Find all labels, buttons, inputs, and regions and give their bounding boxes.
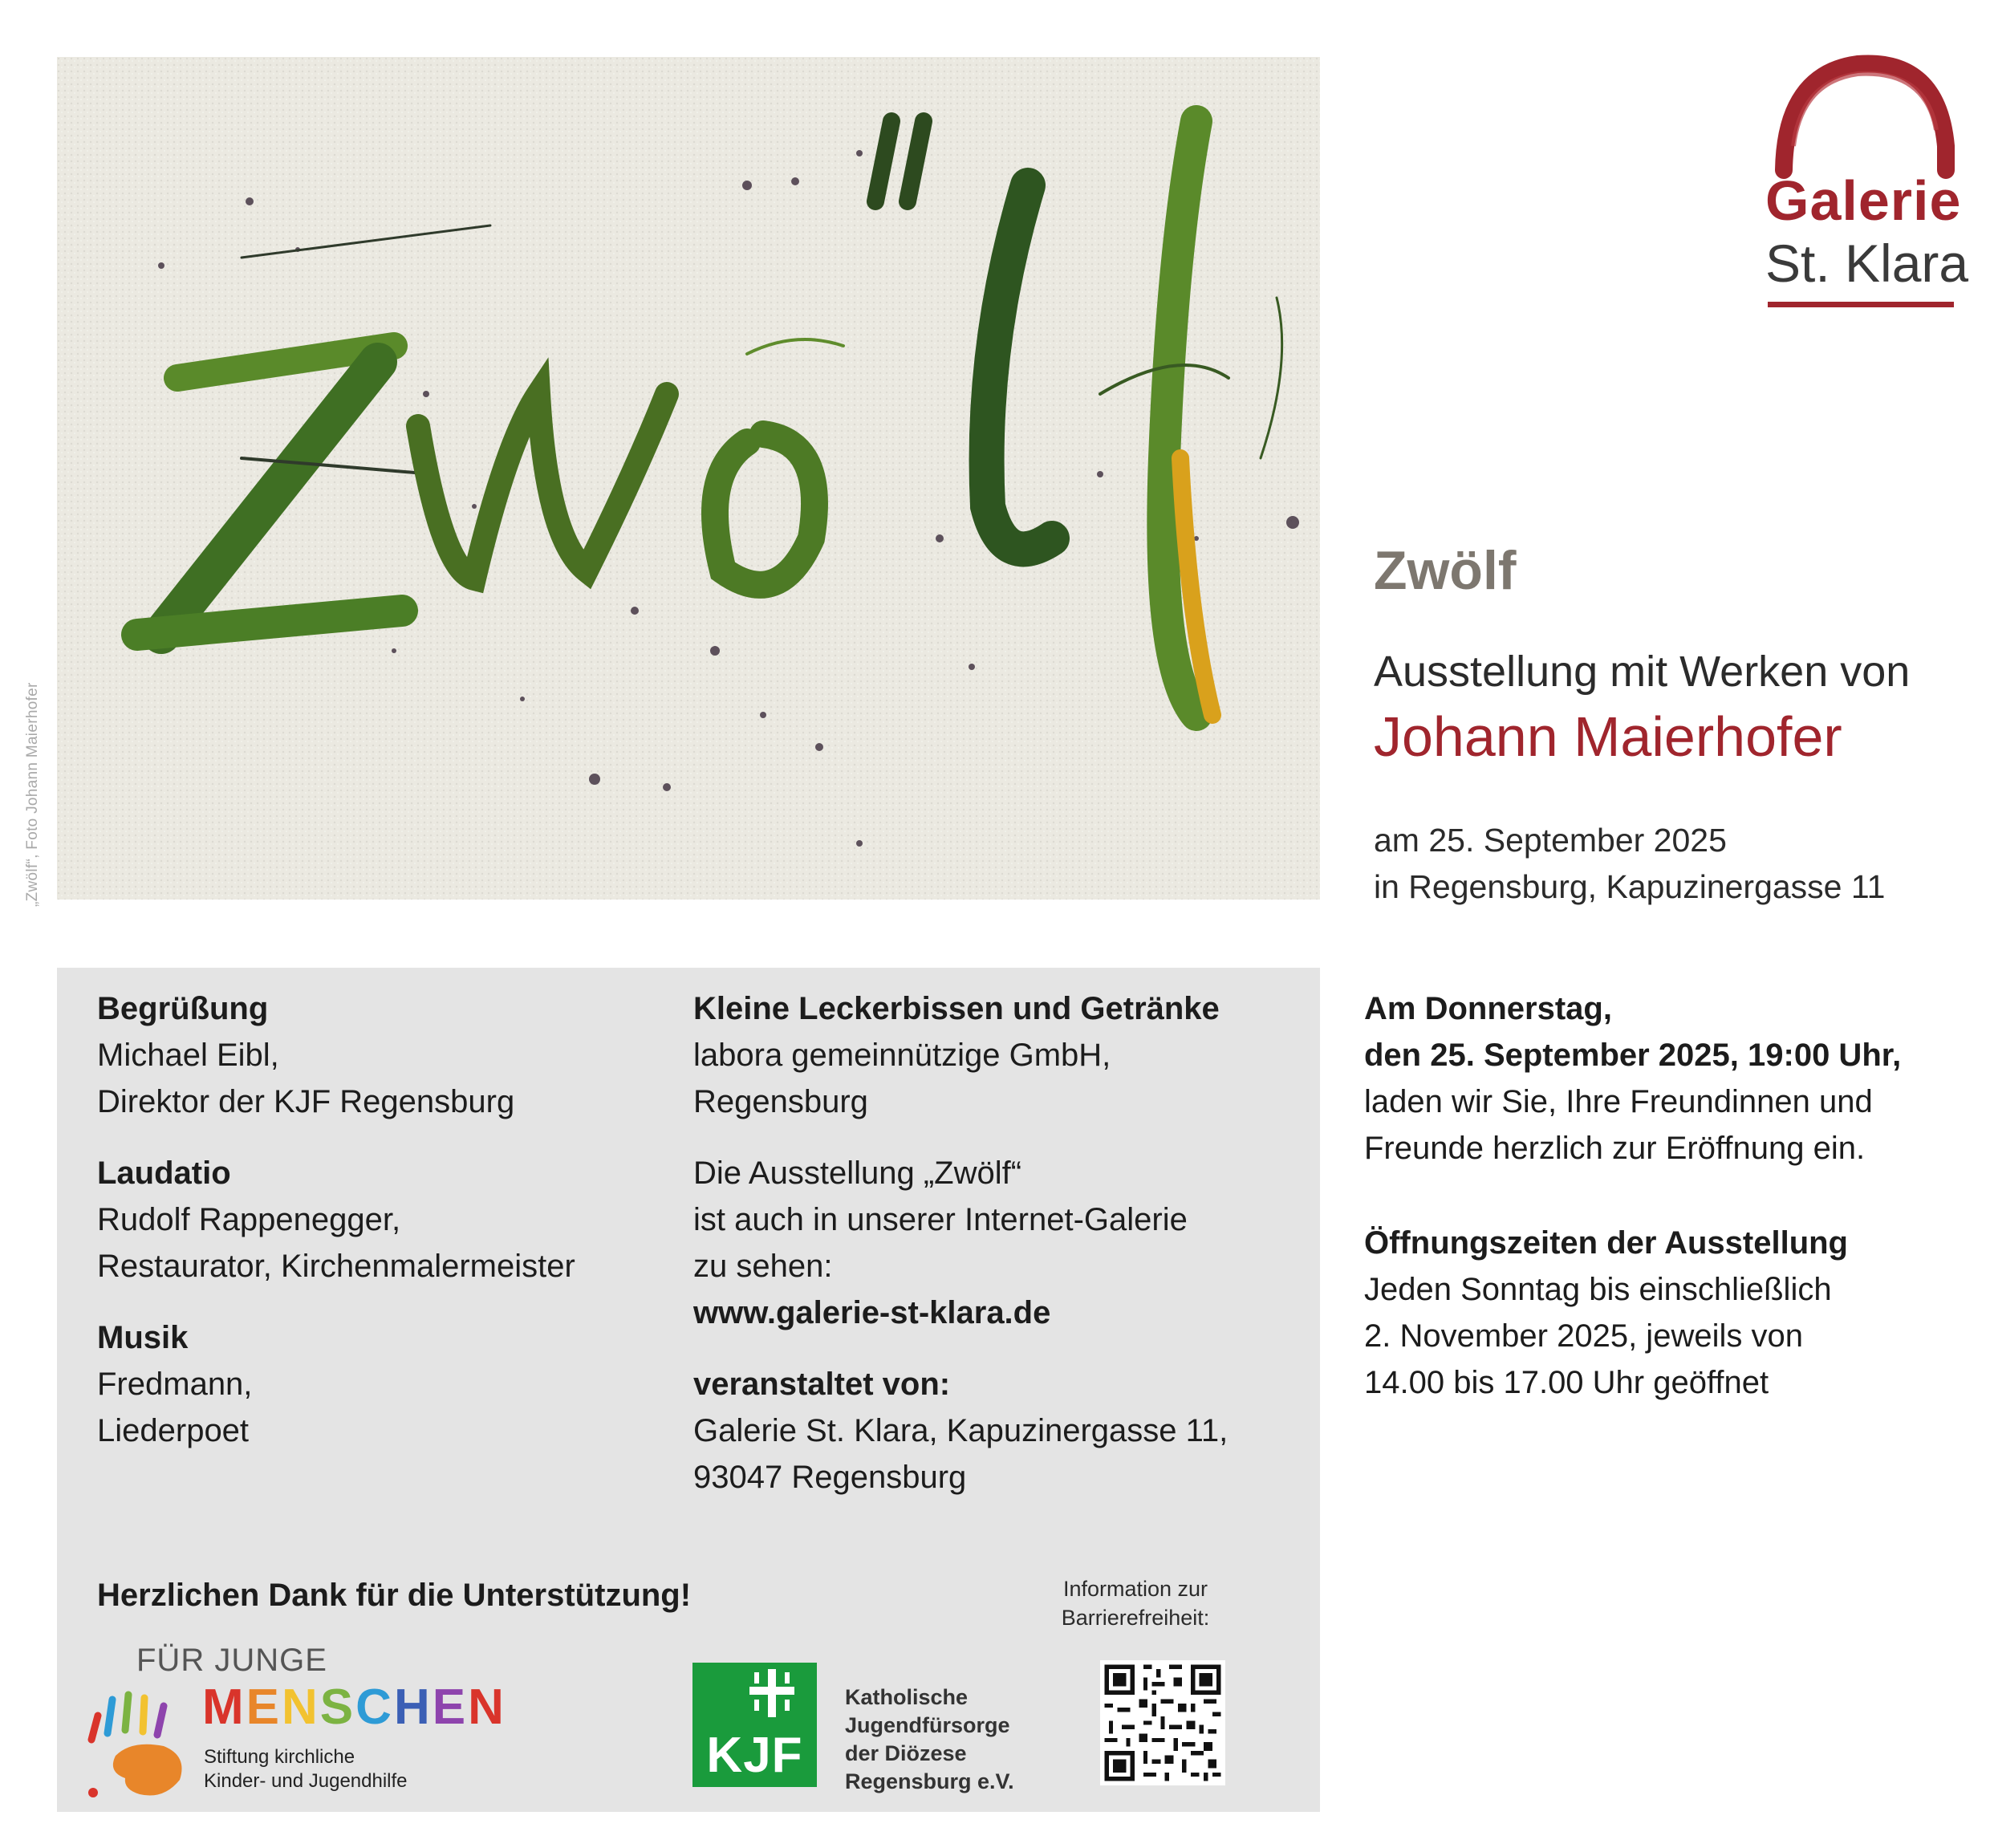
photo-credit: „Zwölf“, Foto Johann Maierhofer xyxy=(24,682,41,907)
fjm-tagline: FÜR JUNGE xyxy=(136,1643,327,1678)
event-place: in Regensburg, Kapuzinergasse 11 xyxy=(1374,868,1886,905)
fjm-letter: N xyxy=(282,1679,320,1735)
online-line-2: ist auch in unserer Internet-Galerie xyxy=(693,1202,1188,1237)
greeting-line-2: Direktor der KJF Regensburg xyxy=(97,1084,515,1119)
hours-heading: Öffnungszeiten der Ausstellung xyxy=(1364,1225,1848,1261)
organizer-line-1: Galerie St. Klara, Kapuzinergasse 11, xyxy=(693,1413,1229,1448)
artwork-image xyxy=(57,57,1320,900)
fjm-subline-2: Kinder- und Jugendhilfe xyxy=(204,1770,408,1792)
fjm-letter: E xyxy=(246,1679,282,1735)
catering-line-2: Regensburg xyxy=(693,1084,868,1119)
fjm-letter: S xyxy=(319,1679,356,1735)
fjm-letter: C xyxy=(355,1679,394,1735)
fjm-letter: H xyxy=(393,1679,433,1735)
logo-underline xyxy=(1768,302,1954,307)
fjm-letter: N xyxy=(468,1679,506,1735)
fjm-subline-1: Stiftung kirchliche xyxy=(204,1746,355,1768)
invitation-day: Am Donnerstag, xyxy=(1364,991,1612,1026)
laudatio-line-2: Restaurator, Kirchenmalermeister xyxy=(97,1249,575,1284)
exhibition-subtitle: Ausstellung mit Werken von xyxy=(1374,648,1911,696)
music-line-2: Liederpoet xyxy=(97,1413,250,1448)
invitation-datetime: den 25. September 2025, 19:00 Uhr, xyxy=(1364,1038,1902,1073)
invitation-text-1: laden wir Sie, Ihre Freundinnen und xyxy=(1364,1084,1873,1119)
catering-line-1: labora gemeinnützige GmbH, xyxy=(693,1038,1111,1073)
hours-line-2: 2. November 2025, jeweils von xyxy=(1364,1318,1803,1354)
online-line-3: zu sehen: xyxy=(693,1249,833,1284)
fjm-letter: M xyxy=(202,1679,246,1735)
kjf-line-4: Regensburg e.V. xyxy=(845,1769,1014,1793)
kjf-cross-icon xyxy=(746,1667,798,1719)
barrier-info-label xyxy=(1043,1574,1228,1632)
barrier-line-2: Barrierefreiheit: xyxy=(1061,1606,1210,1630)
event-date: am 25. September 2025 xyxy=(1374,822,1727,859)
barrier-line-1: Information zur xyxy=(1062,1577,1208,1601)
exhibition-title: Zwölf xyxy=(1374,540,1517,601)
greeting-heading: Begrüßung xyxy=(97,991,269,1026)
kjf-line-1: Katholische xyxy=(845,1685,969,1709)
fjm-wordmark xyxy=(202,1679,506,1736)
organizer-line-2: 93047 Regensburg xyxy=(693,1460,967,1495)
thanks-text: Herzlichen Dank für die Unterstützung! xyxy=(97,1578,692,1613)
logo-text-st-klara: St. Klara xyxy=(1765,234,1969,293)
artist-name: Johann Maierhofer xyxy=(1374,705,1842,768)
hours-line-3: 14.00 bis 17.00 Uhr geöffnet xyxy=(1364,1365,1769,1400)
qr-code[interactable] xyxy=(1100,1660,1225,1785)
greeting-line-1: Michael Eibl, xyxy=(97,1038,279,1073)
laudatio-line-1: Rudolf Rappenegger, xyxy=(97,1202,401,1237)
website-link[interactable]: www.galerie-st-klara.de xyxy=(693,1295,1051,1330)
kjf-line-2: Jugendfürsorge xyxy=(845,1713,1010,1737)
laudatio-heading: Laudatio xyxy=(97,1156,231,1191)
kjf-line-3: der Diözese xyxy=(845,1741,967,1765)
calligraphy-zwoelf xyxy=(57,57,1320,900)
organizer-heading: veranstaltet von: xyxy=(693,1367,951,1402)
music-heading: Musik xyxy=(97,1320,189,1355)
music-line-1: Fredmann, xyxy=(97,1367,253,1402)
catering-heading: Kleine Leckerbissen und Getränke xyxy=(693,991,1220,1026)
colorful-hand-icon xyxy=(83,1684,204,1804)
logo-text-galerie: Galerie xyxy=(1765,169,1962,232)
hours-line-1: Jeden Sonntag bis einschließlich xyxy=(1364,1272,1832,1307)
invitation-text-2: Freunde herzlich zur Eröffnung ein. xyxy=(1364,1131,1866,1166)
online-line-1: Die Ausstellung „Zwölf“ xyxy=(693,1156,1022,1191)
kjf-abbreviation: KJF xyxy=(706,1728,803,1783)
fjm-letter: E xyxy=(432,1679,469,1735)
